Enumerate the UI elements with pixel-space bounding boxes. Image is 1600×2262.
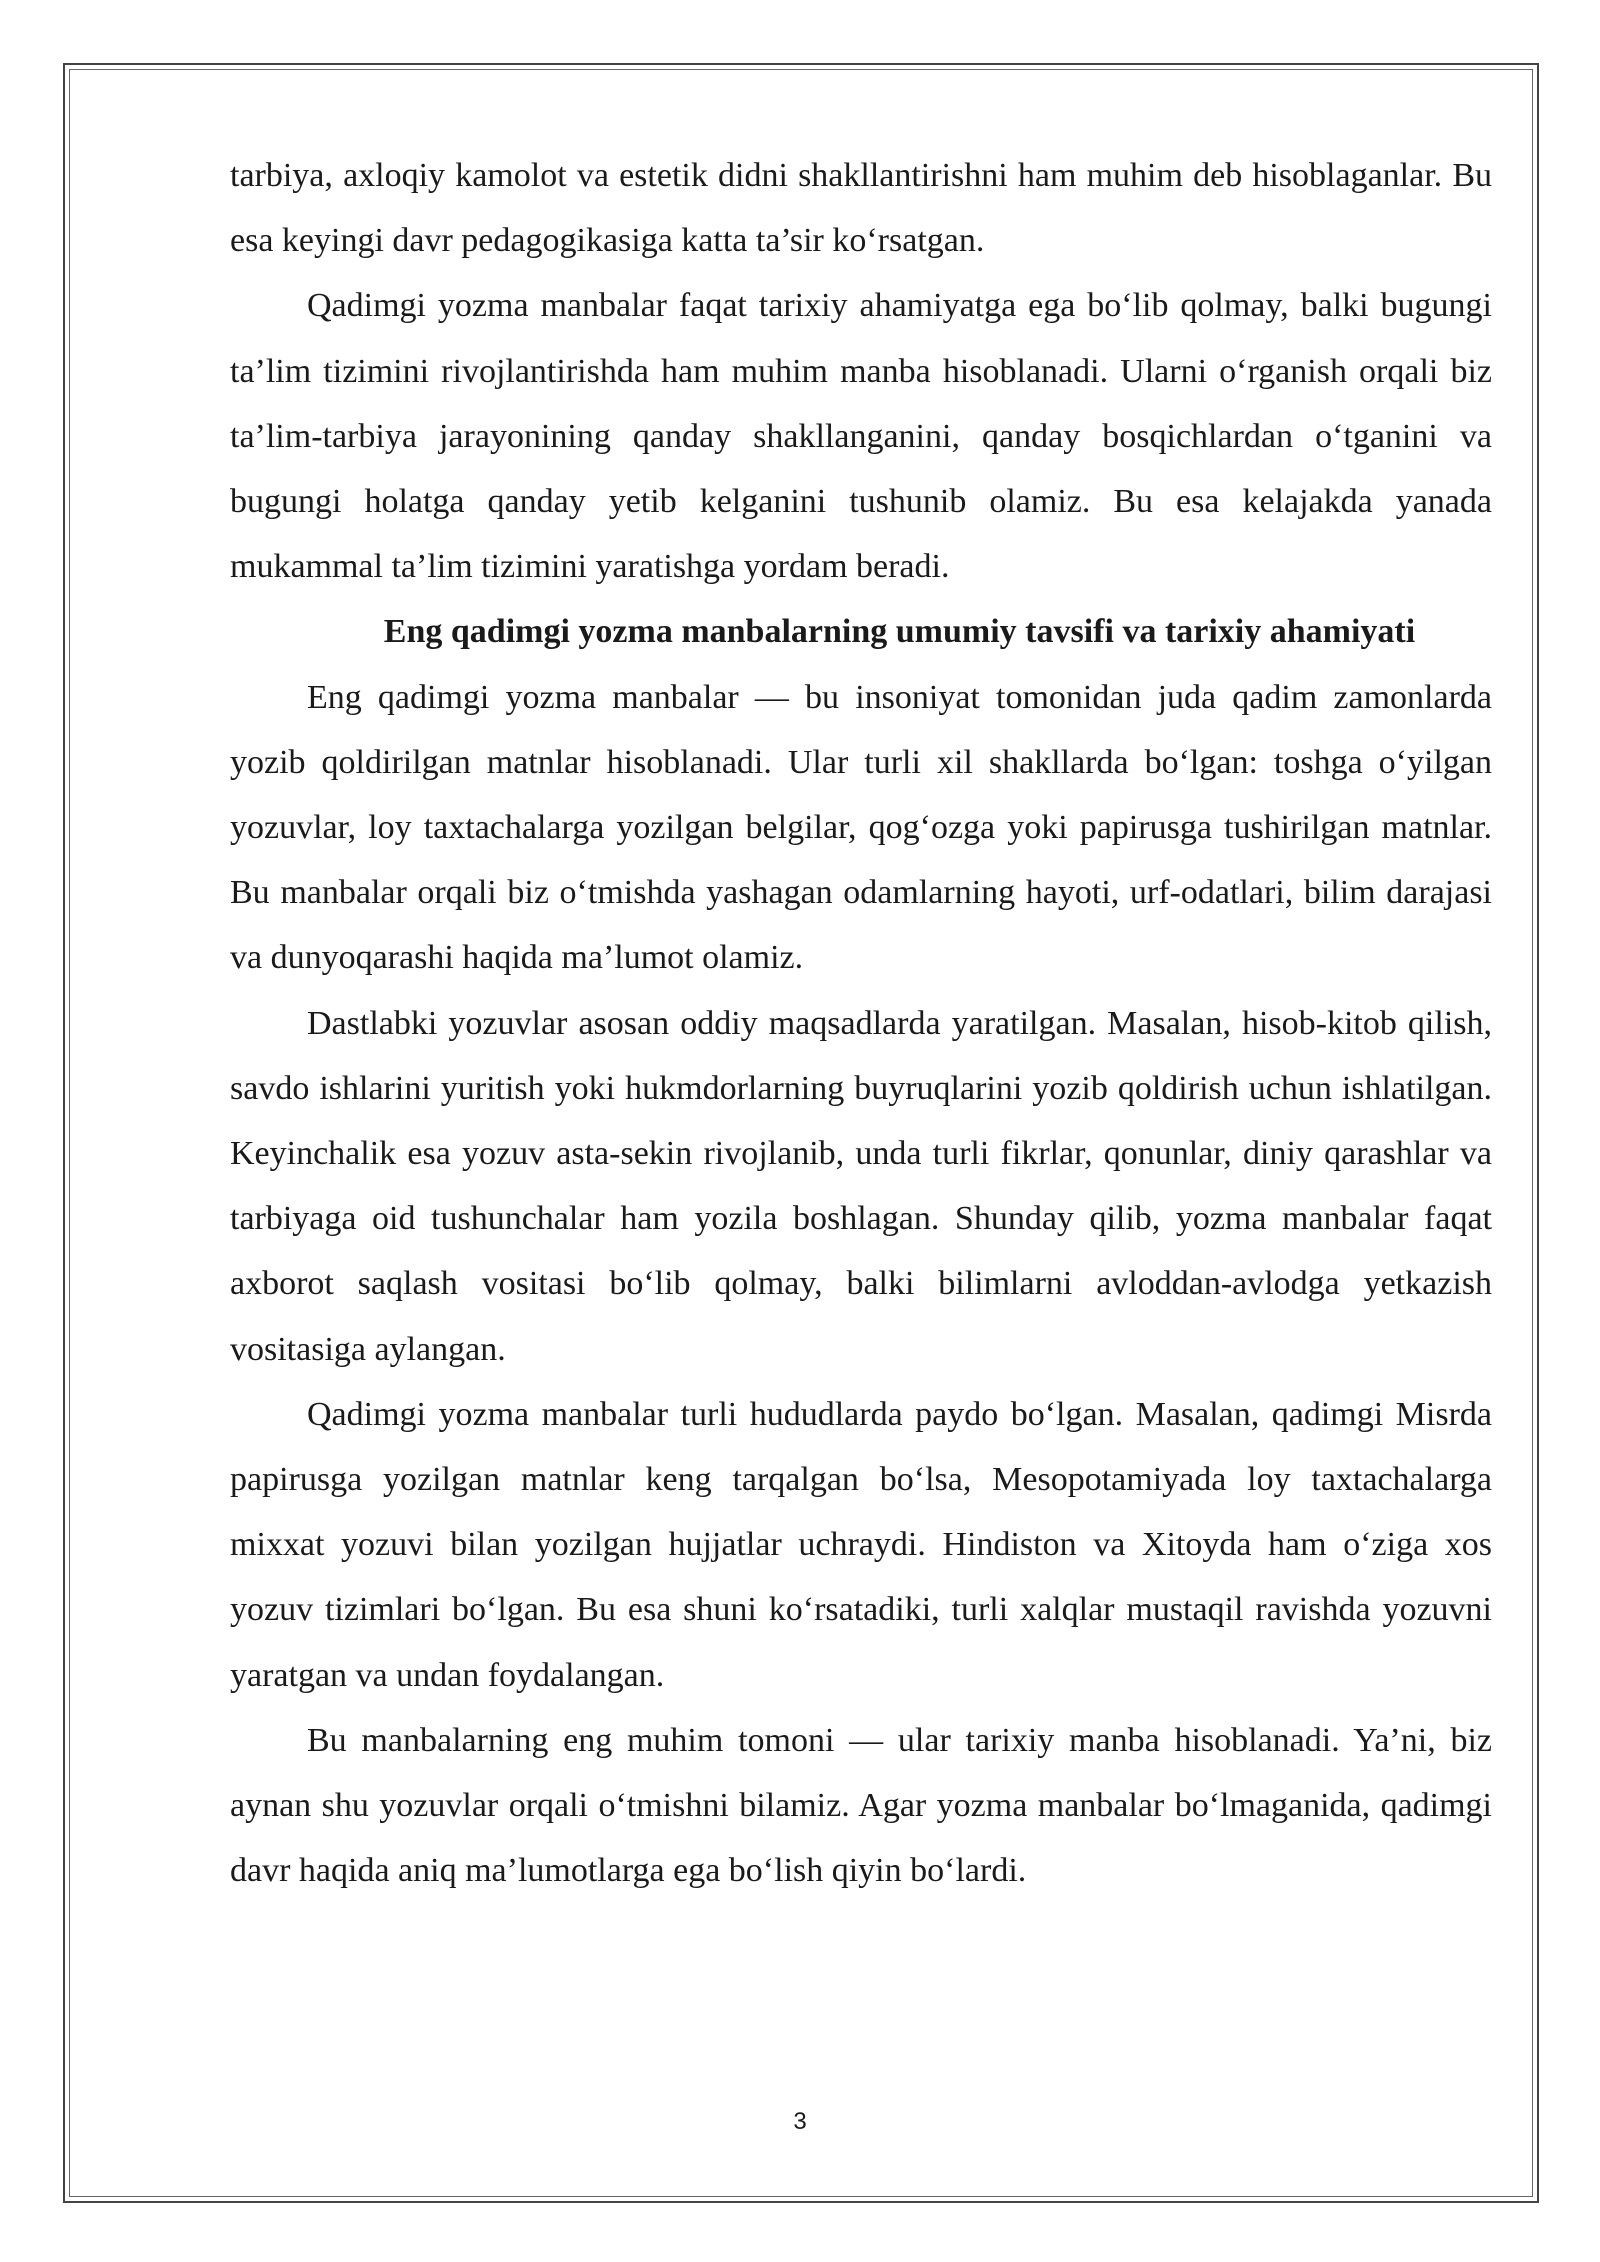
paragraph: Dastlabki yozuvlar asosan oddiy maqsadlarda yaratilgan. Masalan, hisob-kitob qilish, savdo ishlarini yuritish yoki hukmdorlarning buyruqlarini yozib qoldirish uchun ishlatilgan. Keyinchalik esa yozuv asta-sekin rivojlanib, unda turli fikrlar, qonunlar, diniy qarashlar va tarbiyaga oid tushunchalar ham yozila boshlagan. Shunday qilib, yozma manbalar faqat axborot saqlash vositasi bo‘lib qolmay, balki bilimlarni avloddan-avlodga yetkazish vositasiga aylangan. [230, 1004, 1492, 1368]
paragraph: Bu manbalarning eng muhim tomoni — ular tarixiy manba hisoblanadi. Ya’ni, biz aynan shu yozuvlar orqali o‘tmishni bilamiz. Agar yozma manbalar bo‘lmaganida, qadimgi davr haqida aniq ma’lumotlarga ega bo‘lish qiyin bo‘lardi. [230, 1721, 1492, 1890]
page-number: 3 [793, 2108, 807, 2135]
paragraph-continuation: tarbiya, axloqiy kamolot va estetik didni shakllantirishni ham muhim deb hisoblaganlar. Bu esa keyingi davr pedagogikasiga katta ta’sir ko‘rsatgan. [230, 157, 1492, 260]
page-body [230, 143, 1492, 1903]
paragraph: Qadimgi yozma manbalar turli hududlarda paydo bo‘lgan. Masalan, qadimgi Misrda papirusga yozilgan matnlar keng tarqalgan bo‘lsa, Mesopotamiyada loy taxtachalarga mixxat yozuvi bilan yozilgan hujjatlar uchraydi. Hindiston va Xitoyda ham o‘ziga xos yozuv tizimlari bo‘lgan. Bu esa shuni ko‘rsatadiki, turli xalqlar mustaqil ravishda yozuvni yaratgan va undan foydalangan. [230, 1395, 1492, 1694]
paragraph: Eng qadimgi yozma manbalar — bu insoniyat tomonidan juda qadim zamonlarda yozib qoldirilgan matnlar hisoblanadi. Ular turli xil shakllarda bo‘lgan: toshga o‘yilgan yozuvlar, loy taxtachalarga yozilgan belgilar, qog‘ozga yoki papirusga tushirilgan matnlar. Bu manbalar orqali biz o‘tmishda yashagan odamlarning hayoti, urf-odatlari, bilim darajasi va dunyoqarashi haqida ma’lumot olamiz. [230, 678, 1492, 977]
paragraph: Qadimgi yozma manbalar faqat tarixiy ahamiyatga ega bo‘lib qolmay, balki bugungi ta’lim tizimini rivojlantirishda ham muhim manba hisoblanadi. Ularni o‘rganish orqali biz ta’lim-tarbiya jarayonining qanday shakllanganini, qanday bosqichlardan o‘tganini va bugungi holatga qanday yetib kelganini tushunib olamiz. Bu esa kelajakda yanada mukammal ta’lim tizimini yaratishga yordam beradi. [230, 287, 1492, 586]
section-heading: Eng qadimgi yozma manbalarning umumiy tavsifi va tarixiy ahamiyati [383, 613, 1416, 651]
